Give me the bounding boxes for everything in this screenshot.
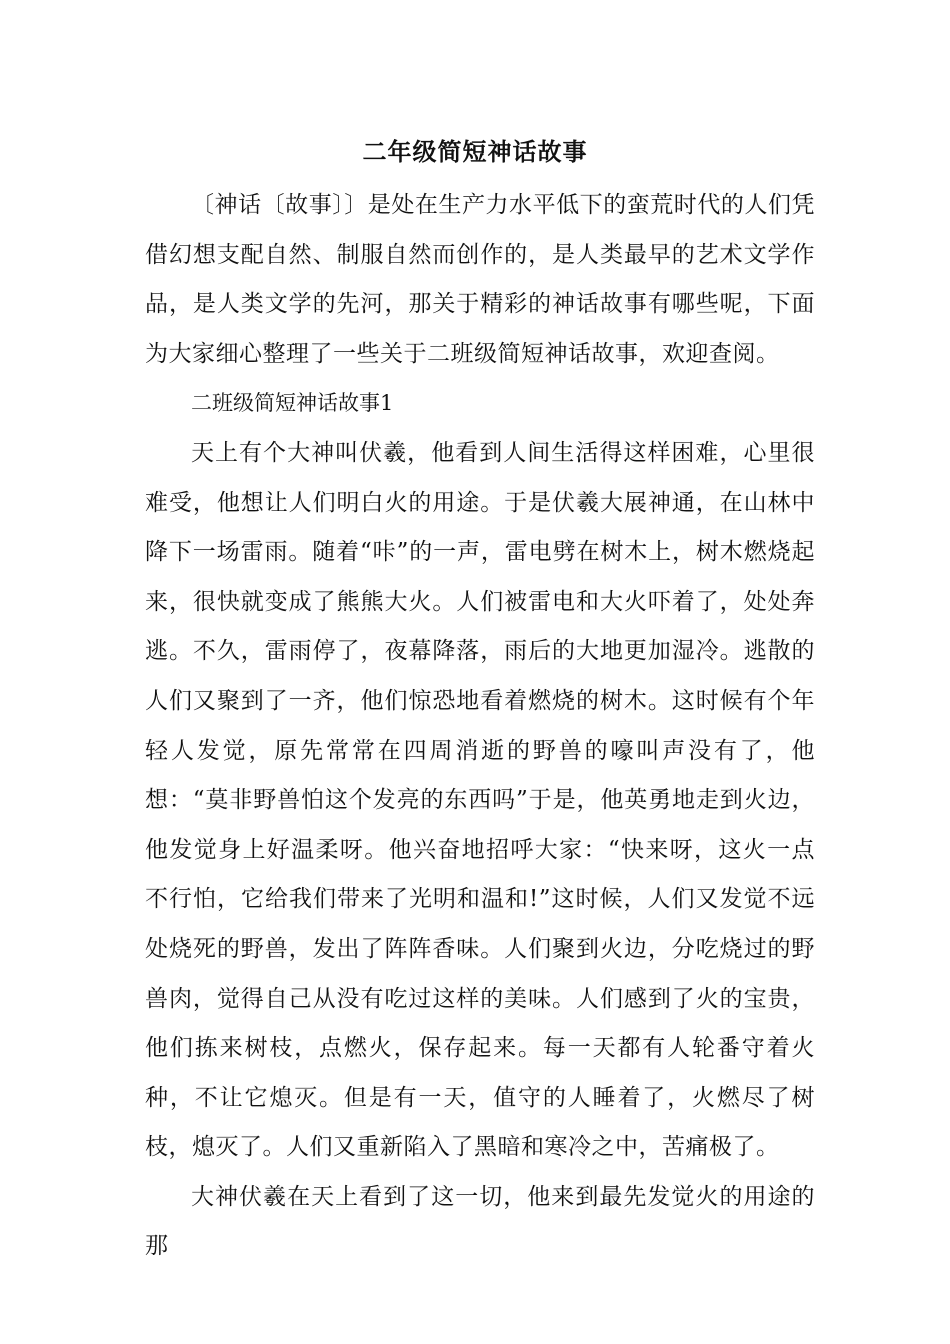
story-heading: 二班级简短神话故事1 [191, 391, 394, 416]
document-body [145, 181, 815, 1272]
document-title: 二年级简短神话故事 [362, 137, 588, 166]
story-paragraph: 天上有个大神叫伏羲，他看到人间生活得这样困难，心里很难受，他想让人们明白火的用途。于是伏羲大展神通，在山林中降下一场雷雨。随着“咔”的一声，雷电劈在树木上，树木燃烧起来，很快就变成了熊熊大火。人们被雷电和大火吓着了，处处奔逃。不久，雷雨停了，夜幕降落，雨后的大地更加湿冷。逃散的人们又聚到了一齐，他们惊恐地看着燃烧的树木。这时候有个年轻人发觉，原先常常在四周消逝的野兽的嚎叫声没有了，他想：“莫非野兽怕这个发亮的东西吗”于是，他英勇地走到火边，他发觉身上好温柔呀。他兴奋地招呼大家：“快来呀，这火一点不行怕，它给我们带来了光明和温和!”这时候，人们又发觉不远处烧死的野兽，发出了阵阵香味。人们聚到火边，分吃烧过的野兽肉，觉得自己从没有吃过这样的美味。人们感到了火的宝贵，他们拣来树枝，点燃火，保存起来。每一天都有人轮番守着火种，不让它熄灭。但是有一天，值守的人睡着了，火燃尽了树枝，熄灭了。人们又重新陷入了黑暗和寒冷之中，苦痛极了。 [145, 439, 815, 1161]
story-paragraph-continued: 大神伏羲在天上看到了这一切，他来到最先发觉火的用途的那 [145, 1183, 815, 1260]
intro-paragraph: 〔神话〔故事〕〕是处在生产力水平低下的蛮荒时代的人们凭借幻想支配自然、制服自然而创作的，是人类最早的艺术文学作品，是人类文学的先河，那关于精彩的神话故事有哪些呢，下面为大家细心整理了一些关于二班级简短神话故事，欢迎查阅。 [145, 192, 815, 367]
